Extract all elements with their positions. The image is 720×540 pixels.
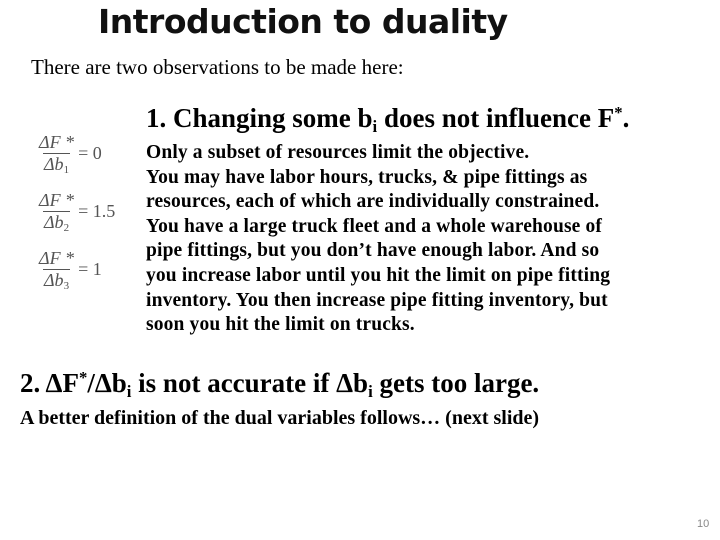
observation-1-superscript: * [614,102,623,122]
explanation-line: resources, each of which are individually constrained. [146,191,600,213]
equation-denominator [43,211,70,233]
explanation-line: You may have labor hours, trucks, & pipe fittings as [146,166,588,188]
equation-denominator [43,269,70,291]
equation-denominator-sub: 3 [63,279,70,292]
observation-1-middle: does not influence F [377,103,615,133]
slide-number: 10 [697,518,710,530]
observation-2-subscript: i [126,382,132,402]
observation-2-subscript-2: i [368,382,373,402]
explanation-line: inventory. You then increase pipe fitting inventory, but [146,289,608,311]
observation-2-superscript: * [78,367,88,387]
observation-2-suffix: gets too large. [372,368,540,398]
observation-1-suffix: . [622,103,630,133]
equation-denominator-sub: 1 [63,163,70,176]
explanation-line: you increase labor until you hit the limit on pipe fitting [146,264,611,286]
equation-rhs: = 1 [78,258,102,279]
observation-2-middle: /Δb [87,368,127,398]
equation-numerator: ΔF * [39,189,75,210]
intro-text: There are two observations to be made here: [31,55,404,79]
equation-fraction [38,132,75,175]
slide-title: Introduction to duality [98,2,508,41]
explanation-text [146,141,610,338]
equation-denominator-var: Δb [43,211,64,232]
equation-fraction [38,248,75,291]
equation-group [38,124,138,298]
explanation-line: soon you hit the limit on trucks. [146,314,415,336]
equation-fraction [38,190,75,233]
equation-denominator [43,153,70,175]
equation-rhs: = 0 [78,142,102,163]
observation-2-prefix: 2. ΔF [20,368,79,398]
equation-row [38,240,138,298]
observation-2-mid2: is not accurate if Δb [131,368,369,398]
equation-row [38,182,138,240]
explanation-line: Only a subset of resources limit the objective. [146,142,530,163]
explanation-line: pipe fittings, but you don’t have enough labor. And so [146,240,600,262]
explanation-line: You have a large truck fleet and a whole warehouse of [146,215,603,237]
equation-rhs: = 1.5 [78,200,116,221]
observation-1-subscript: i [372,117,378,137]
observation-2 [20,367,540,402]
observation-1-prefix: 1. Changing some b [146,103,373,133]
equation-numerator: ΔF * [39,131,75,152]
equation-denominator-sub: 2 [63,221,70,234]
equation-numerator: ΔF * [39,247,75,268]
equation-denominator-var: Δb [43,153,64,174]
equation-denominator-var: Δb [43,269,64,290]
closing-text: A better definition of the dual variables follows… (next slide) [20,407,540,429]
observation-1 [146,102,630,137]
equation-row [38,124,138,182]
